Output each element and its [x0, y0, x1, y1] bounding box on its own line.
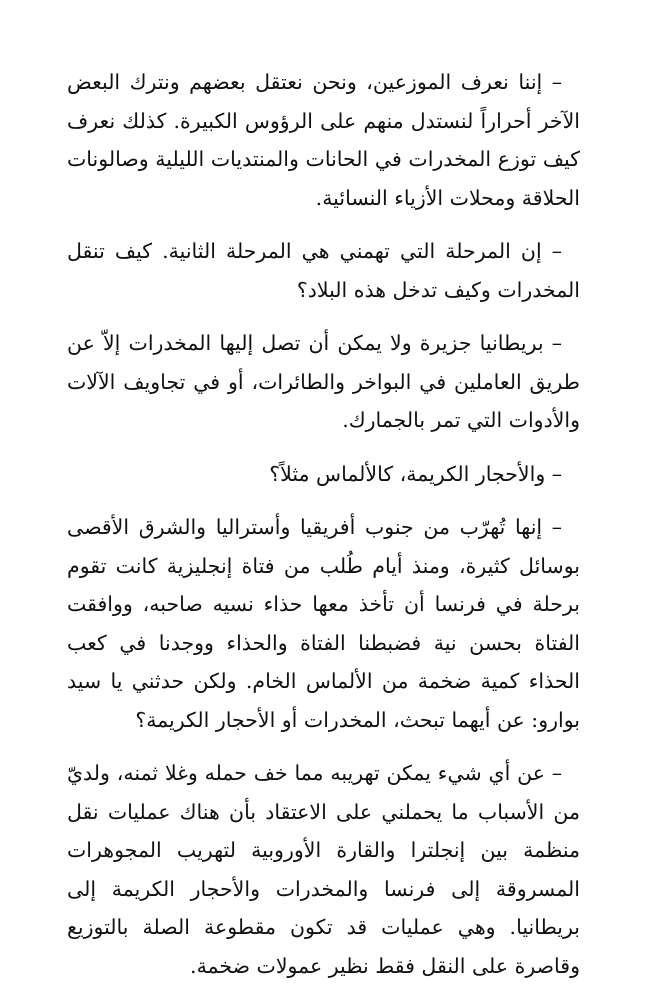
dialogue-paragraph-6: – عن أي شيء يمكن تهريبه مما خف حمله وغلا ثمنه، ولديّ من الأسباب ما يحملني على الاعتقاد بأن هناك عمليات نقل منظمة بين إنجلترا والقارة الأوروبية لتهريب المجوهرات المسروقة إلى فرنسا والمخدرات والأحجار الكريمة إلى بريطانيا. وهي عمليات قد تكون مقطوعة الصلة بالتوزيع وقاصرة على النقل فقط نظير عمولات ضخمة.: [67, 761, 580, 978]
dialogue-paragraph-5: – إنها تُهرّب من جنوب أفريقيا وأستراليا والشرق الأقصى بوسائل كثيرة، ومنذ أيام طُلب من فتاة إنجليزية كانت تقوم برحلة في فرنسا أن تأخذ معها حذاء نسيه صاحبه، ووافقت الفتاة بحسن نية فضبطنا الفتاة والحذاء ووجدنا في كعب الحذاء كمية ضخمة من الألماس الخام. ولكن حدثني يا سيد بوارو: عن أيهما تبحث، المخدرات أو الأحجار الكريمة؟: [67, 515, 580, 732]
dialogue-paragraph-1: – إننا نعرف الموزعين، ونحن نعتقل بعضهم ونترك البعض الآخر أحراراً لنستدل منهم على الرؤوس الكبيرة. كذلك نعرف كيف توزع المخدرات في الحانات والمنتديات الليلية وصالونات الحلاقة ومحلات الأزياء النسائية.: [67, 70, 580, 210]
dialogue-paragraph-2: – إن المرحلة التي تهمني هي المرحلة الثانية. كيف تنقل المخدرات وكيف تدخل هذه البلاد؟: [67, 239, 580, 302]
dialogue-paragraph-4: – والأحجار الكريمة، كالألماس مثلاً؟: [269, 461, 562, 486]
book-page-text: [67, 63, 580, 1000]
dialogue-paragraph-3: – بريطانيا جزيرة ولا يمكن أن تصل إليها المخدرات إلاّ عن طريق العاملين في البواخر والطائرات، أو في تجاويف الآلات والأدوات التي تمر بالجمارك.: [67, 331, 580, 432]
